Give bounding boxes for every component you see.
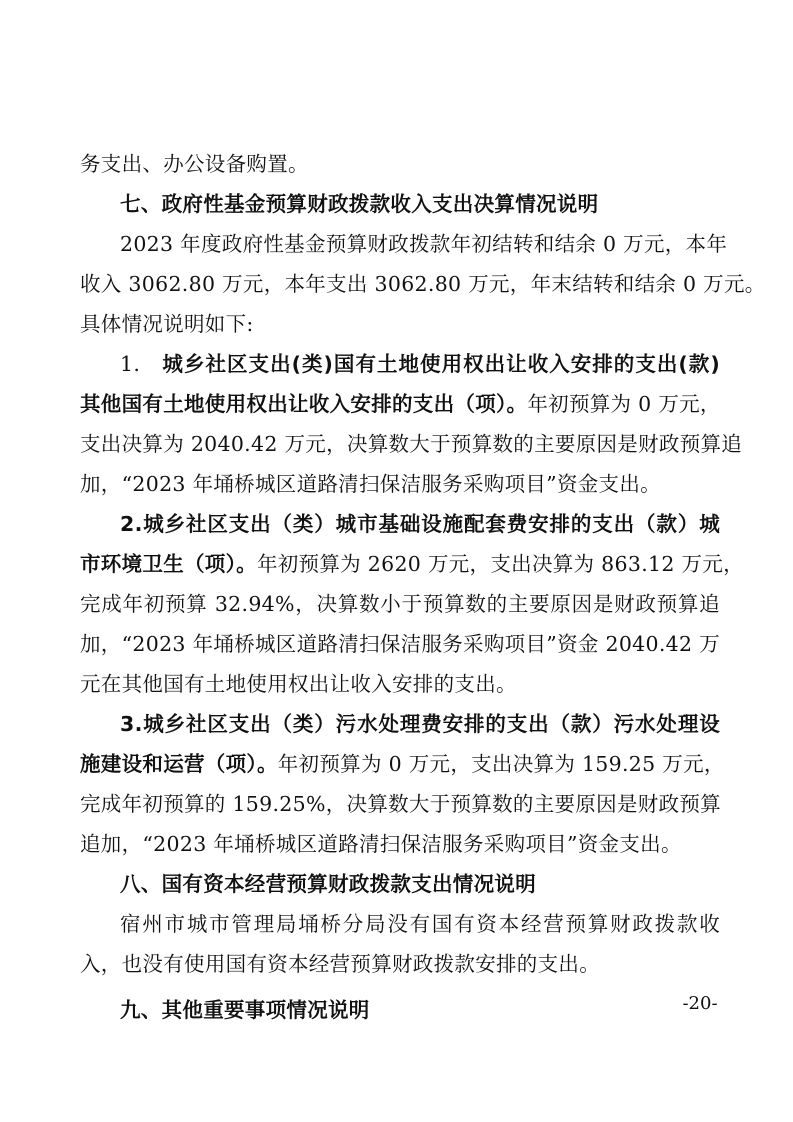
item-title: 城乡社区支出(类)国有土地使用权出让收入安排的支出(款) [162, 352, 720, 376]
item-1-line [80, 386, 720, 422]
item-title: 施建设和运营（项）。 [80, 752, 278, 776]
text-line: 入，也没有使用国有资本经营预算财政拨款安排的支出。 [80, 952, 600, 976]
text-line: 完成年初预算的 159.25%，决算数大于预算数的主要原因是财政预算 [80, 792, 721, 816]
item-3-title: 3.城乡社区支出（类）污水处理费安排的支出（款）污水处理设 [120, 712, 720, 736]
text-line: 追加，“2023 年埇桥城区道路清扫保洁服务采购项目”资金支出。 [80, 832, 682, 856]
section-heading-8: 八、国有资本经营预算财政拨款支出情况说明 [120, 872, 536, 896]
section-heading-9: 九、其他重要事项情况说明 [120, 998, 370, 1022]
text-line: 加，“2023 年埇桥城区道路清扫保洁服务采购项目”资金 2040.42 万 [80, 632, 720, 656]
item-2-line [80, 546, 744, 582]
text-line: 务支出、办公设备购置。 [80, 152, 309, 176]
item-title: 市环境卫生（项）。 [80, 552, 257, 576]
item-title: 其他国有土地使用权出让收入安排的支出（项）。 [80, 392, 528, 416]
text-span: 年初预算为 2620 万元，支出决算为 863.12 万元， [256, 552, 744, 576]
text-line: 完成年初预算 32.94%，决算数小于预算数的主要原因是财政预算追 [80, 592, 720, 616]
page-number: -20- [682, 993, 718, 1014]
text-line: 具体情况说明如下: [80, 312, 254, 336]
item-number: 1. [120, 352, 163, 376]
text-line: 支出决算为 2040.42 万元，决算数大于预算数的主要原因是财政预算追 [80, 432, 743, 456]
text-span: 年初预算为 0 万元，支出决算为 159.25 万元， [277, 752, 725, 776]
text-span: 年初预算为 0 万元， [527, 392, 721, 416]
item-3-line [80, 746, 725, 782]
item-2-title: 2.城乡社区支出（类）城市基础设施配套费安排的支出（款）城 [120, 512, 720, 536]
text-line: 2023 年度政府性基金预算财政拨款年初结转和结余 0 万元，本年 [120, 232, 728, 256]
text-line: 加，“2023 年埇桥城区道路清扫保洁服务采购项目”资金支出。 [80, 472, 661, 496]
section-heading-7: 七、政府性基金预算财政拨款收入支出决算情况说明 [120, 192, 599, 216]
text-line: 收入 3062.80 万元，本年支出 3062.80 万元，年末结转和结余 0 万元。 [80, 272, 766, 296]
text-line: 宿州市城市管理局埇桥分局没有国有资本经营预算财政拨款收 [120, 912, 720, 936]
text-line: 元在其他国有土地使用权出让收入安排的支出。 [80, 672, 517, 696]
item-1-line [120, 346, 720, 382]
